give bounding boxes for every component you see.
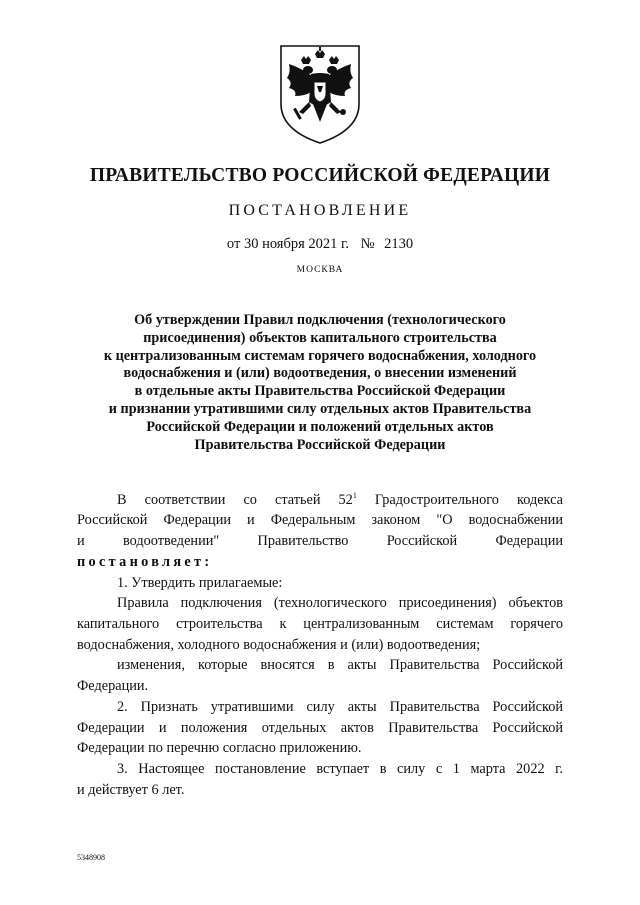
item-1: 1. Утвердить прилагаемые: <box>117 574 283 591</box>
heading-line: Об утверждении Правил подключения (технологического <box>134 312 506 328</box>
preamble-word: кодекса <box>516 491 564 508</box>
city: МОСКВА <box>296 265 344 275</box>
article-reference <box>275 492 357 508</box>
heading-line: в отдельные акты Правительства Российской Федерации <box>134 383 506 400</box>
item-1b-line: Федерации. <box>77 678 149 695</box>
russian-coat-of-arms-icon <box>277 42 363 146</box>
item-3-line: и действует 6 лет. <box>77 781 185 798</box>
preamble-word: соответствии <box>144 491 226 508</box>
item-1a-line: Правила подключения (технологического присоединения) объектов <box>117 595 563 612</box>
item-3-line: 3. Настоящее постановление вступает в силу с 1 марта 2022 г. <box>117 760 563 777</box>
preamble-word: со <box>243 491 257 508</box>
item-2-line: 2. Признать утратившими силу акты Правительства Российской <box>117 698 563 715</box>
number-sign: № <box>360 236 375 252</box>
heading-line: Правительства Российской Федерации <box>194 436 446 453</box>
preamble-word: Градостроительного <box>374 491 499 508</box>
heading-line: Российской Федерации и положений отдельных актов <box>146 418 494 435</box>
heading-line: к централизованным системам горячего водоснабжения, холодного <box>103 347 537 364</box>
preamble-word: В <box>117 491 127 508</box>
document-date-line <box>0 235 640 253</box>
item-2-line: Федерации по перечню согласно приложению. <box>77 740 362 757</box>
item-1a-line: водоснабжения, холодного водоснабжения и (или) водоотведения; <box>77 636 481 653</box>
organization-title: ПРАВИТЕЛЬСТВО РОССИЙСКОЙ ФЕДЕРАЦИИ <box>89 165 551 186</box>
document-body <box>77 486 563 800</box>
document-type: ПОСТАНОВЛЕНИЕ <box>228 202 412 219</box>
article-number: статьей 52 <box>274 491 353 508</box>
resolves-word: постановляет: <box>77 553 213 570</box>
document-date: от 30 ноября 2021 г. <box>226 236 349 252</box>
document-heading <box>70 312 570 454</box>
heading-line: водоснабжения и (или) водоотведения, о внесении изменений <box>123 365 517 382</box>
footer-document-code: 5348908 <box>77 853 105 862</box>
item-1b-line: изменения, которые вносятся в акты Правительства Российской <box>117 657 563 674</box>
item-2-line: Федерации и положения отдельных актов Правительства Российской <box>77 719 563 736</box>
article-superscript: 1 <box>352 491 357 500</box>
item-1a-line: капитального строительства к централизованным системам горячего <box>77 615 563 632</box>
heading-line: присоединения) объектов капитального строительства <box>143 329 497 346</box>
preamble-line <box>77 486 563 510</box>
preamble-line: Российской Федерации и Федеральным законом "О водоснабжении <box>77 512 563 529</box>
preamble-line: и водоотведении" Правительство Российской Федерации <box>77 533 563 550</box>
document-number: 2130 <box>384 236 414 252</box>
heading-line: и признании утратившими силу отдельных актов Правительства <box>108 400 532 417</box>
